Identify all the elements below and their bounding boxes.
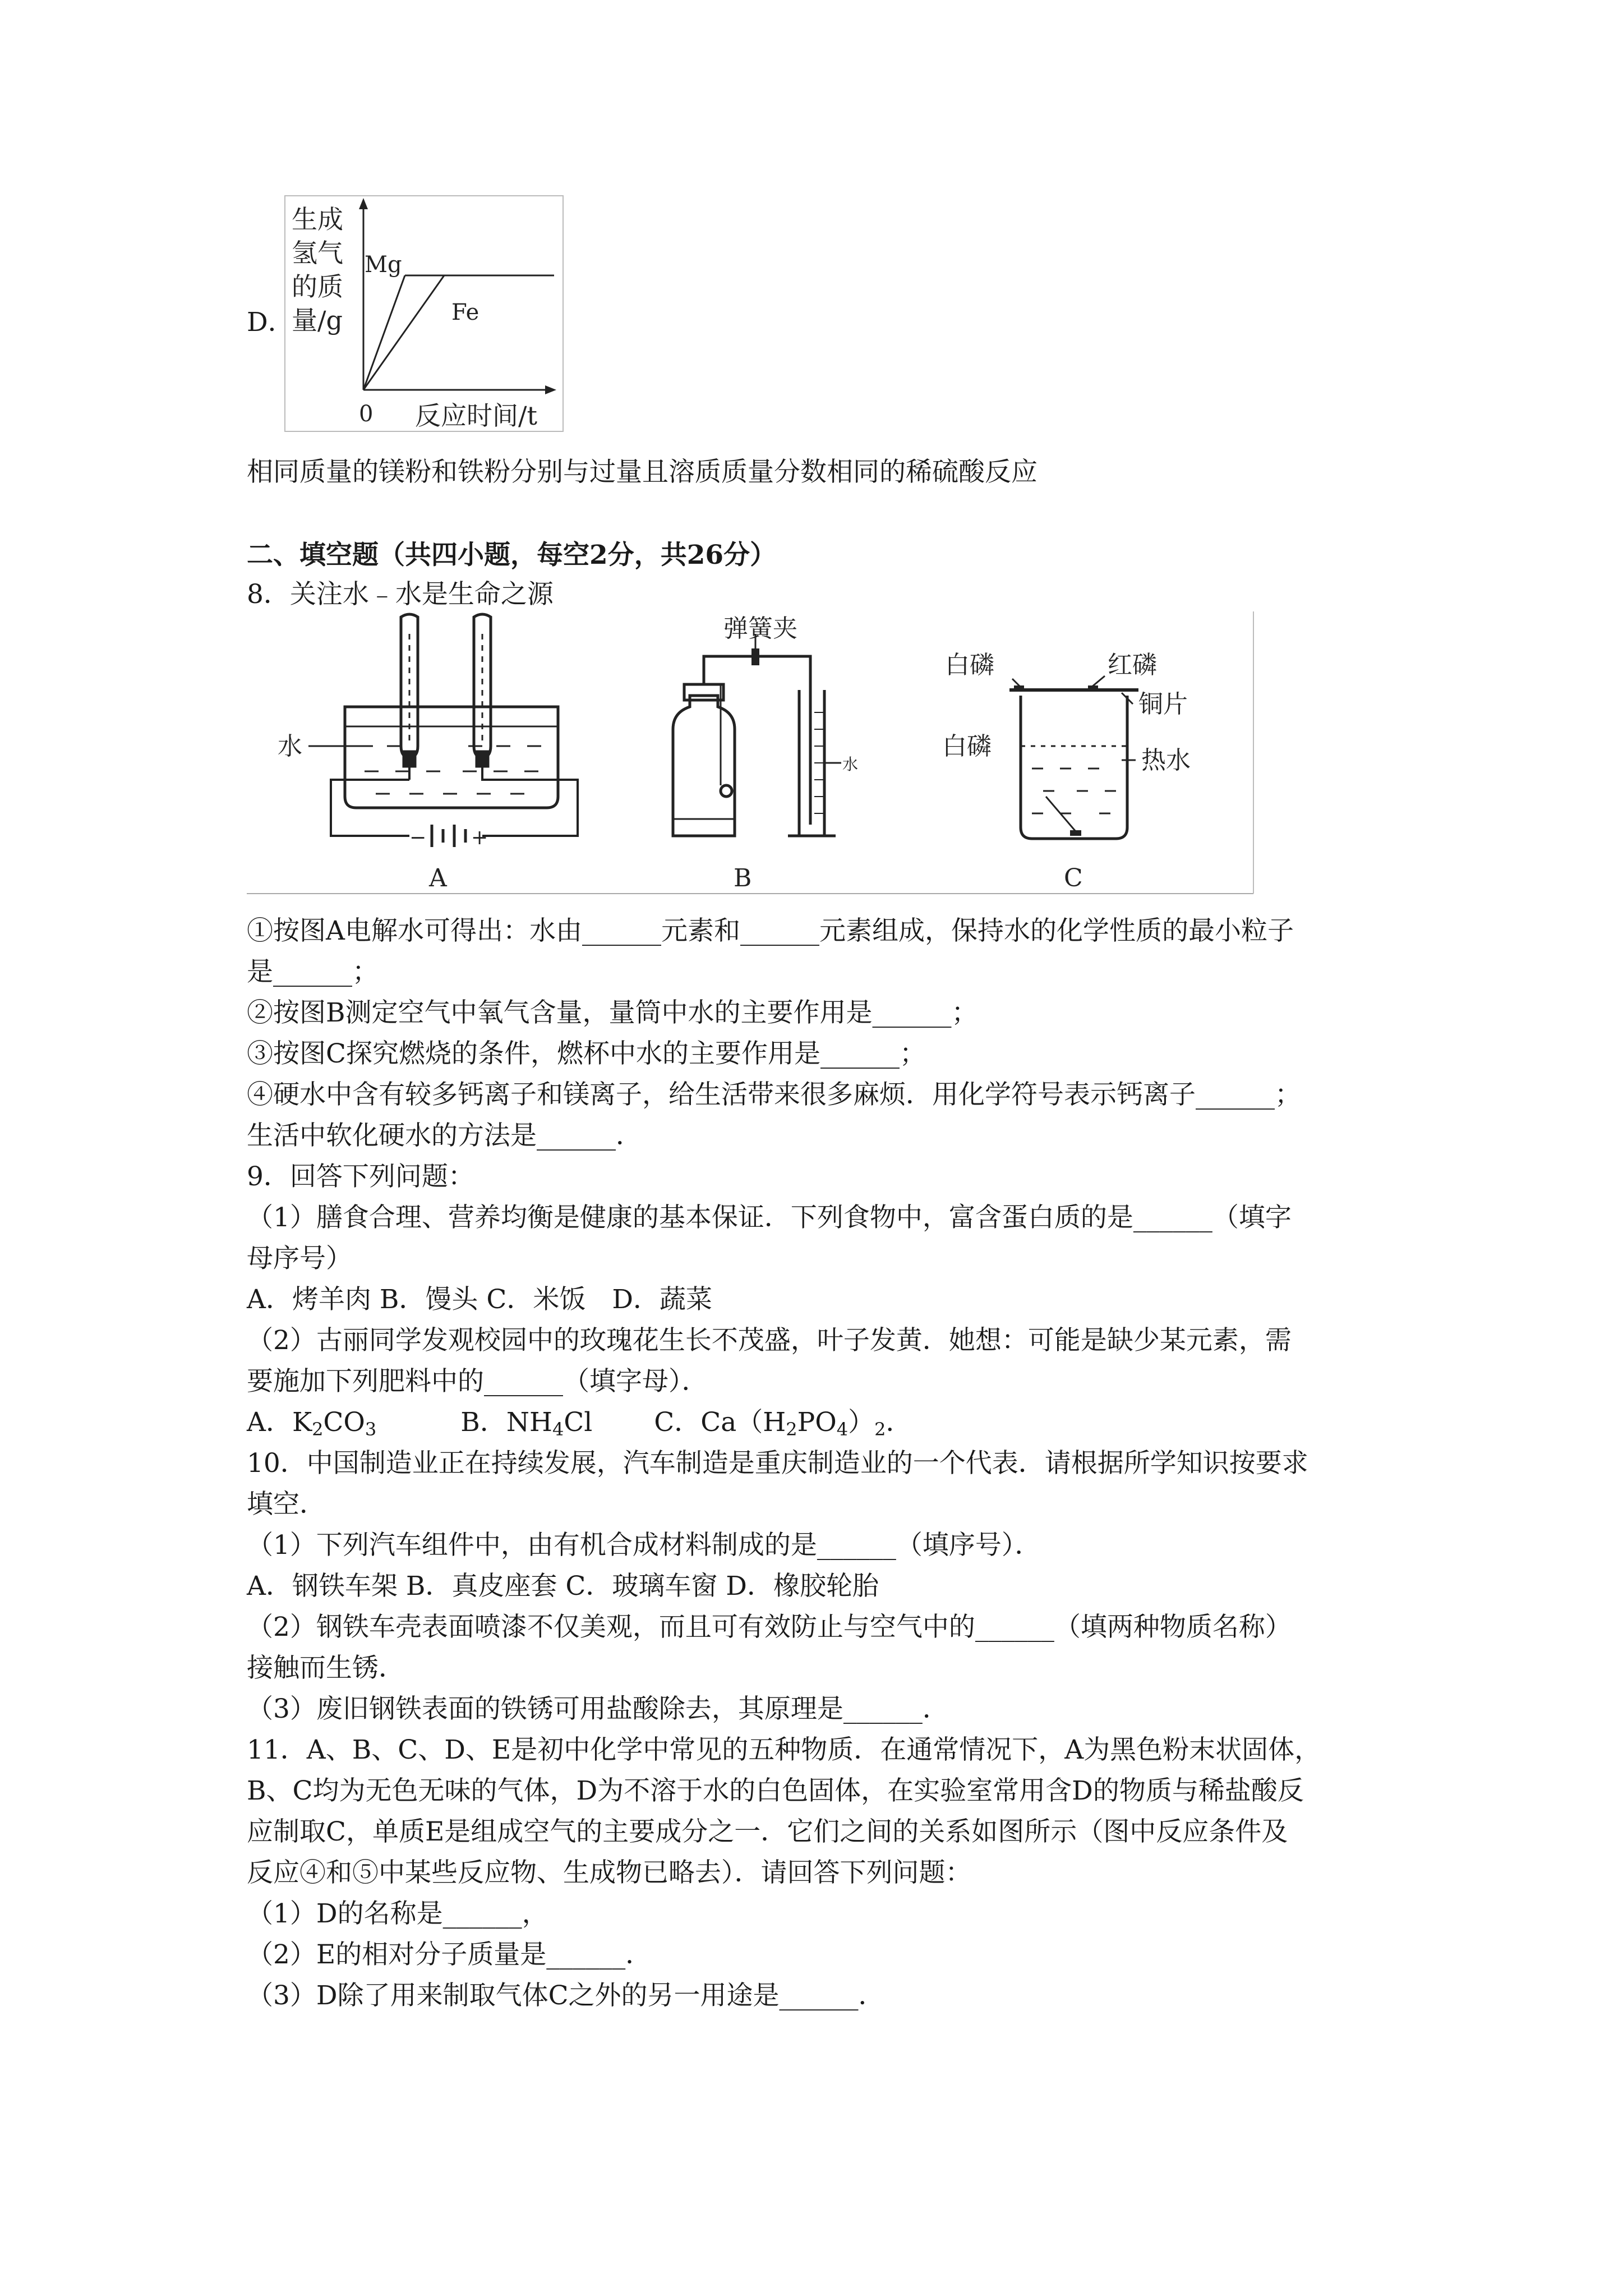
option-d-label: D． bbox=[247, 307, 294, 338]
ylabel-line-2: 氢气 bbox=[292, 238, 343, 268]
option-b: B．$NH_4Cl$ bbox=[460, 1407, 593, 1440]
q10-line-3: （1）下列汽车组件中，由有机合成材料制成的是______（填序号）． bbox=[247, 1530, 1041, 1561]
figure-c-combustion bbox=[1009, 676, 1138, 839]
ylabel-line-4: 量/g bbox=[292, 305, 343, 335]
figure-b-oxygen-test bbox=[673, 656, 841, 836]
q9-part1-line-a: （1）膳食合理、营养均衡是健康的基本保证．下列食物中，富含蛋白质的是______（填字 bbox=[247, 1202, 1292, 1233]
q10-line-5: （2）钢铁车壳表面喷漆不仅美观，而且可有效防止与空气中的______（填两种物质名称） bbox=[247, 1612, 1292, 1642]
series-label-mg: Mg bbox=[365, 252, 402, 278]
section-title: 二、填空题（共四小题，每空2分，共26分） bbox=[247, 540, 777, 570]
fe-line bbox=[363, 275, 444, 390]
q8-line-3: ②按图B测定空气中氧气含量，量筒中水的主要作用是______； bbox=[247, 997, 978, 1028]
q9-part2-line-b: 要施加下列肥料中的______（填字母）． bbox=[247, 1366, 708, 1397]
fig-c-copper-label: 铜片 bbox=[1138, 690, 1188, 719]
series-label-fe: Fe bbox=[451, 300, 479, 325]
q8-title: 8．关注水﹣水是生命之源 bbox=[247, 579, 554, 610]
ylabel-line-1: 生成 bbox=[292, 204, 343, 234]
hydrogen-mass-graph bbox=[280, 194, 572, 440]
fig-c-hot-water-label: 热水 bbox=[1141, 746, 1191, 775]
fig-c-white-p2-label: 白磷 bbox=[942, 732, 992, 761]
fig-a-water-label: 水 bbox=[278, 732, 302, 761]
fig-c-white-p-label: 白磷 bbox=[945, 651, 994, 679]
fig-a-caption: A bbox=[429, 864, 447, 892]
q10-line-1: 10．中国制造业正在持续发展，汽车制造是重庆制造业的一个代表．请根据所学知识按要求 bbox=[247, 1448, 1308, 1479]
xlabel: 反应时间/t bbox=[415, 401, 537, 431]
y-axis-arrow bbox=[359, 198, 368, 209]
q9-options-1: A．烤羊肉 B．馒头 C．米饭 D．蔬菜 bbox=[247, 1284, 713, 1315]
q11-line-1: 11．A、B、C、D、E是初中化学中常见的五种物质．在通常情况下，A为黑色粉末状固体， bbox=[247, 1734, 1321, 1765]
q11-line-4: 反应④和⑤中某些反应物、生成物已略去）．请回答下列问题： bbox=[247, 1857, 972, 1888]
q8-line-1: ①按图A电解水可得出：水由______元素和______元素组成，保持水的化学性质的最小粒子 bbox=[247, 915, 1294, 946]
q8-apparatus-figure bbox=[247, 611, 1256, 898]
mg-line bbox=[363, 275, 405, 390]
q9-title: 9．回答下列问题： bbox=[247, 1161, 474, 1192]
fig-b-caption: B bbox=[734, 864, 752, 892]
q11-line-7: （3）D除了用来制取气体C之外的另一用途是______． bbox=[247, 1980, 885, 2011]
bottle bbox=[673, 696, 735, 836]
white-phosphorus-top bbox=[1014, 685, 1024, 691]
q10-line-7: （3）废旧钢铁表面的铁锈可用盐酸除去，其原理是______． bbox=[247, 1694, 949, 1724]
q10-line-4: A．钢铁车架 B．真皮座套 C．玻璃车窗 D．橡胶轮胎 bbox=[247, 1571, 879, 1602]
hot-water-dashes bbox=[1032, 769, 1116, 813]
option-a: A．$K_2CO_3$ bbox=[247, 1407, 377, 1440]
ylabel-line-3: 的质 bbox=[292, 272, 343, 302]
q11-line-6: （2）E的相对分子质量是______． bbox=[247, 1939, 652, 1970]
cylinder-marks bbox=[814, 712, 823, 813]
wire-left bbox=[331, 766, 409, 836]
fig-b-clamp-label: 弹簧夹 bbox=[723, 614, 797, 643]
pointer-white-p-bottom bbox=[1046, 797, 1076, 831]
q8-line-2: 是______； bbox=[247, 956, 379, 987]
q9-part1-line-b: 母序号） bbox=[247, 1243, 352, 1274]
q11-line-2: B、C均为无色无味的气体，D为不溶于水的白色固体，在实验室常用含D的物质与稀盐酸反 bbox=[247, 1775, 1304, 1806]
wire-right bbox=[482, 766, 578, 836]
figure-a-electrolysis bbox=[308, 614, 578, 847]
origin-label: 0 bbox=[359, 401, 374, 427]
x-axis-arrow bbox=[545, 385, 556, 394]
q9-part2-line-a: （2）古丽同学发观校园中的玫瑰花生长不茂盛，叶子发黄．她想：可能是缺少某元素，需 bbox=[247, 1325, 1292, 1356]
minus-sign: − bbox=[409, 826, 427, 849]
electrode-right bbox=[477, 752, 488, 766]
tube-horizontal bbox=[704, 656, 791, 684]
option-d-caption: 相同质量的镁粉和铁粉分别与过量且溶质质量分数相同的稀硫酸反应 bbox=[247, 457, 1038, 487]
q9-options-2 bbox=[247, 1406, 912, 1446]
q10-line-2: 填空． bbox=[247, 1489, 326, 1520]
spoon-bowl bbox=[721, 785, 732, 797]
red-phosphorus bbox=[1088, 685, 1098, 691]
option-c: C．$Ca(H_2PO_4)_2$． bbox=[654, 1407, 912, 1440]
fig-c-caption: C bbox=[1064, 864, 1083, 892]
electrode-left bbox=[404, 752, 415, 766]
q10-line-6: 接触而生锈． bbox=[247, 1653, 405, 1683]
beaker bbox=[1021, 696, 1127, 839]
q11-line-5: （1）D的名称是______， bbox=[247, 1898, 548, 1929]
q8-line-5: ④硬水中含有较多钙离子和镁离子，给生活带来很多麻烦．用化学符号表示钙离子______； bbox=[247, 1079, 1301, 1110]
trough bbox=[345, 707, 558, 808]
water-dashes bbox=[359, 746, 541, 794]
white-phosphorus-bottom bbox=[1070, 830, 1081, 836]
q8-line-4: ③按图C探究燃烧的条件，燃杯中水的主要作用是______； bbox=[247, 1038, 926, 1069]
fig-c-red-p-label: 红磷 bbox=[1108, 651, 1157, 679]
plus-sign: + bbox=[471, 826, 488, 849]
q11-line-3: 应制取C，单质E是组成空气的主要成分之一．它们之间的关系如图所示（图中反应条件及 bbox=[247, 1816, 1288, 1847]
fig-b-water-label: 水 bbox=[842, 755, 859, 774]
q8-line-6: 生活中软化硬水的方法是______． bbox=[247, 1120, 642, 1151]
